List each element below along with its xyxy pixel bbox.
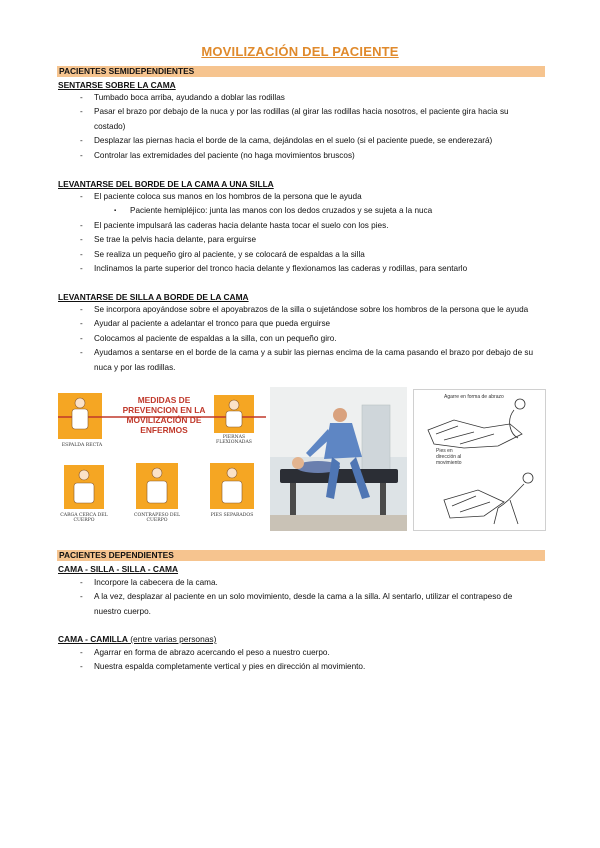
- nurse-photo-image: [270, 387, 407, 531]
- poster-title: MEDIDAS DE PREVENCION EN LA MOVILIZACIÓN DE ENFERMOS: [122, 395, 206, 435]
- page-title: MOVILIZACIÓN DEL PACIENTE: [201, 44, 399, 59]
- drawing-caption: Agarre en forma de abrazo: [444, 394, 504, 400]
- section-header-semidependientes: PACIENTES SEMIDEPENDIENTES: [57, 66, 545, 77]
- list-item: - Incorpore la cabecera de la cama.: [58, 576, 538, 590]
- illustrations-row: [58, 387, 546, 533]
- poster-caption: CARGA CERCA DEL CUERPO: [60, 513, 108, 523]
- section-header-dependientes: PACIENTES DEPENDIENTES: [57, 550, 545, 561]
- list-item: - Colocamos al paciente de espaldas a la silla, con un pequeño giro.: [58, 332, 538, 346]
- subheading-sentarse: SENTARSE SOBRE LA CAMA: [58, 80, 176, 90]
- list-item: - Se realiza un pequeño giro al paciente, y se colocará de espaldas a la silla: [58, 248, 538, 262]
- subheading-cama-camilla-label: CAMA - CAMILLA: [58, 634, 128, 644]
- list-item: - Ayudar al paciente a adelantar el tronco para que pueda erguirse: [58, 317, 538, 331]
- list-sentarse: [58, 91, 538, 163]
- list-cama-silla: [58, 576, 538, 619]
- list-item: - Desplazar las piernas hacia el borde de la cama, dejándolas en el suelo (si el paciente puede, se enderezará): [58, 134, 538, 148]
- list-item-nested: ▪ Paciente hemipléjico: junta las manos con los dedos cruzados y se sujeta a la nuca: [58, 204, 538, 218]
- list-item: - Agarrar en forma de abrazo acercando el peso a nuestro cuerpo.: [58, 646, 538, 660]
- poster-caption: PIERNAS FLEXIONADAS: [216, 435, 252, 445]
- list-item: - Se incorpora apoyándose sobre el apoyabrazos de la silla o sujetándose sobre los hombros de la persona que le ayuda: [58, 303, 538, 317]
- subheading-levantarse-silla-cama: LEVANTARSE DE SILLA A BORDE DE LA CAMA: [58, 292, 249, 302]
- list-silla: [58, 303, 538, 375]
- subheading-levantarse-cama-silla: LEVANTARSE DEL BORDE DE LA CAMA A UNA SILLA: [58, 179, 274, 189]
- technique-sketch: [414, 390, 546, 531]
- list-item: - El paciente coloca sus manos en los hombros de la persona que le ayuda: [58, 190, 538, 204]
- list-item: - Nuestra espalda completamente vertical y pies en dirección al movimiento.: [58, 660, 538, 674]
- poster-caption: CONTRAPESO DEL CUERPO: [133, 513, 181, 523]
- technique-drawing: [413, 389, 546, 531]
- list-cama-camilla: [58, 646, 538, 675]
- list-item: - Inclinamos la parte superior del tronco hacia delante y flexionamos las caderas y rodillas, para sentarlo: [58, 262, 538, 276]
- list-item: - A la vez, desplazar al paciente en un solo movimiento, desde la cama a la silla. Al sentarlo, utilizar el contrapeso de nuestro cuerpo.: [58, 590, 538, 619]
- list-item: - El paciente impulsará las caderas hacia delante hasta tocar el suelo con los pies.: [58, 219, 538, 233]
- subheading-cama-camilla: [58, 634, 216, 644]
- list-item: - Tumbado boca arriba, ayudando a doblar las rodillas: [58, 91, 538, 105]
- list-levantarse: [58, 190, 538, 276]
- subheading-cama-silla: CAMA - SILLA - SILLA - CAMA: [58, 564, 179, 574]
- list-item: - Se trae la pelvis hacia delante, para erguirse: [58, 233, 538, 247]
- list-item: - Ayudamos a sentarse en el borde de la cama y a subir las piernas encima de la cama pasando el brazo por debajo de su nuca y por las rodillas.: [58, 346, 538, 375]
- drawing-caption: Pies en dirección al movimiento: [436, 448, 462, 466]
- poster-caption: PIES SEPARADOS: [210, 513, 254, 518]
- prevention-poster: [58, 391, 266, 531]
- subheading-note: (entre varias personas): [127, 634, 217, 644]
- poster-caption: ESPALDA RECTA: [61, 443, 103, 448]
- list-item: - Pasar el brazo por debajo de la nuca y por las rodillas (al girar las rodillas hacia nosotros, el paciente gira hacia su costado): [58, 105, 538, 134]
- list-item: - Controlar las extremidades del paciente (no haga movimientos bruscos): [58, 149, 538, 163]
- nurse-photo: [270, 387, 407, 531]
